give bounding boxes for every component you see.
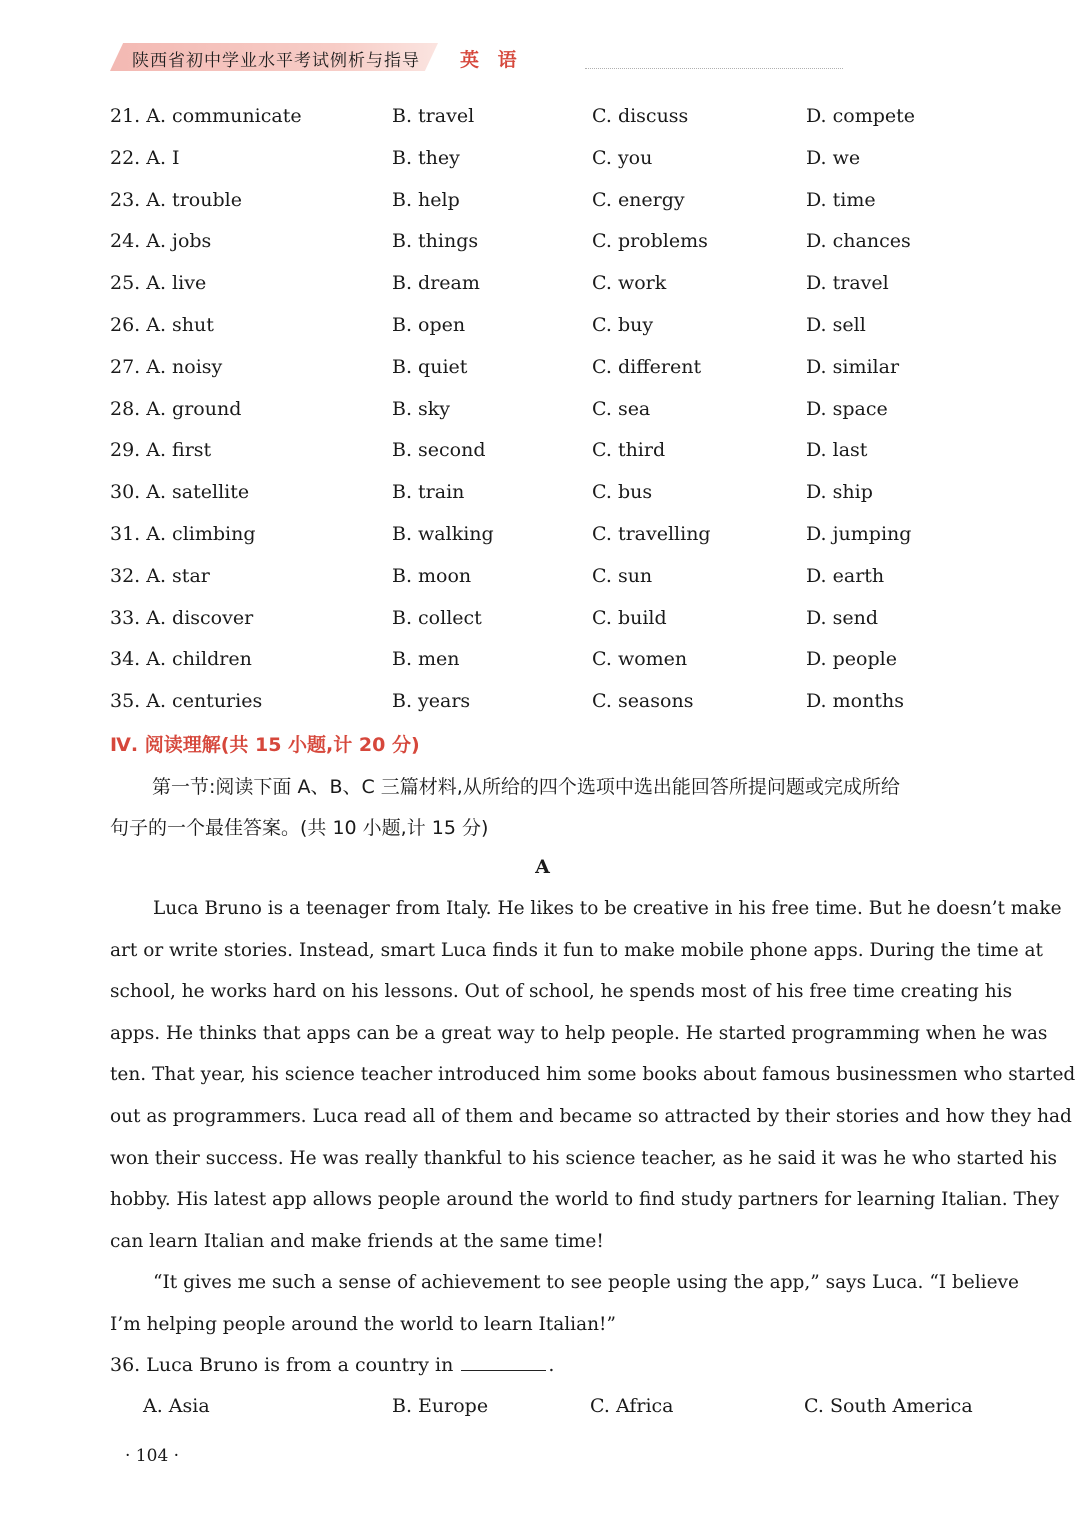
option-d: D. chances [806,230,911,253]
passage-label: A [535,856,550,878]
option-b: B. sky [392,397,451,420]
section-instruction-line-2: 句子的一个最佳答案。(共 10 小题,计 15 分) [110,817,489,839]
option-a: 34. A. children [110,648,252,671]
option-c: C. energy [592,188,685,211]
option-c: C. third [592,439,666,462]
passage-line: “It gives me such a sense of achievement to see people using the app,” says Luca. “I believe [153,1272,1019,1294]
option-b: B. Europe [392,1395,489,1417]
option-a: 22. A. I [110,146,180,169]
page-header [110,43,845,73]
option-a: 27. A. noisy [110,355,223,378]
option-b: B. train [392,481,465,504]
question-row [0,648,1080,678]
section-instruction-line-1: 第一节:阅读下面 A、B、C 三篇材料,从所给的四个选项中选出能回答所提问题或完成所给 [152,776,900,798]
option-c: C. Africa [590,1395,674,1417]
option-d: D. similar [806,355,900,378]
question-row [0,439,1080,469]
option-a: 28. A. ground [110,397,242,420]
option-b: B. open [392,314,466,336]
option-d: C. South America [804,1395,973,1417]
option-c: C. you [592,146,653,169]
option-b: B. walking [392,523,494,545]
option-d: D. ship [806,481,873,504]
question-row [0,607,1080,637]
question-row [0,314,1080,344]
option-b: B. collect [392,606,482,629]
option-d: D. jumping [806,523,912,545]
option-c: C. sun [592,564,653,587]
option-d: D. earth [806,564,885,587]
option-b: B. second [392,439,486,462]
passage-line: can learn Italian and make friends at the same time! [110,1230,604,1252]
passage-line: art or write stories. Instead, smart Luca finds it fun to make mobile phone apps. During the time at [110,939,1043,961]
question-row [0,523,1080,553]
option-a: 30. A. satellite [110,481,250,504]
header-dotted-rule [585,68,843,69]
option-a: 33. A. discover [110,606,254,629]
answer-blank [461,1369,546,1371]
option-c: C. build [592,606,667,629]
passage-line: won their success. He was really thankful to his science teacher, as he said it was he who started his [110,1147,1058,1169]
option-c: C. buy [592,314,654,336]
option-b: B. dream [392,272,480,295]
option-d: D. time [806,188,876,211]
option-a: 21. A. communicate [110,105,302,127]
option-d: D. sell [806,314,866,336]
question-36-options [0,1395,1080,1425]
option-a: 29. A. first [110,439,212,462]
option-d: D. people [806,648,897,671]
question-row [0,481,1080,511]
option-c: C. travelling [592,523,711,545]
passage-line: apps. He thinks that apps can be a great way to help people. He started programming when he was [110,1022,1048,1044]
option-b: B. travel [392,105,475,127]
option-a: 32. A. star [110,564,210,587]
option-b: B. they [392,146,460,169]
option-d: D. last [806,439,868,462]
book-title: 陕西省初中学业水平考试例析与指导 [132,51,420,71]
question-row [0,147,1080,177]
option-c: C. problems [592,230,708,253]
question-row [0,189,1080,219]
passage-line: school, he works hard on his lessons. Out of school, he spends most of his free time creating his [110,981,1013,1003]
passage-line: hobby. His latest app allows people around the world to find study partners for learning Italian. They [110,1189,1060,1211]
question-row [0,105,1080,135]
option-a: 26. A. shut [110,314,214,336]
question-row [0,230,1080,260]
option-c: C. different [592,355,702,378]
passage-line: I’m helping people around the world to learn Italian!” [110,1314,616,1335]
question-row [0,272,1080,302]
option-a: 25. A. live [110,272,207,295]
option-c: C. bus [592,481,653,504]
question-row [0,356,1080,386]
passage-line: Luca Bruno is a teenager from Italy. He likes to be creative in his free time. But he doesn’t make [153,898,1062,919]
option-c: C. seasons [592,690,694,713]
option-b: B. help [392,188,460,211]
question-row [0,690,1080,720]
page-number: · 104 · [125,1446,180,1466]
question-row [0,565,1080,595]
option-c: C. women [592,648,688,671]
option-b: B. quiet [392,355,468,378]
option-c: C. sea [592,397,651,420]
option-d: D. send [806,606,879,629]
option-b: B. years [392,690,471,713]
option-d: D. space [806,397,888,420]
subject-label: 英 语 [460,49,523,71]
option-c: C. discuss [592,105,689,127]
option-a: 23. A. trouble [110,188,242,211]
option-d: D. compete [806,105,916,127]
question-36-stem [110,1354,554,1376]
option-b: B. moon [392,564,472,587]
section-title: Ⅳ. 阅读理解(共 15 小题,计 20 分) [110,734,420,756]
option-d: D. months [806,690,904,713]
passage-line: out as programmers. Luca read all of them and became so attracted by their stories and how they had [110,1106,1072,1127]
option-a: 35. A. centuries [110,690,263,713]
option-d: D. we [806,146,861,169]
option-a: A. Asia [143,1395,210,1417]
question-36-text: 36. Luca Bruno is from a country in [110,1354,454,1376]
option-b: B. things [392,230,479,253]
question-row [0,398,1080,428]
option-a: 24. A. jobs [110,230,212,253]
option-b: B. men [392,648,460,671]
option-d: D. travel [806,272,889,295]
passage-line: ten. That year, his science teacher introduced him some books about famous businessmen who started [110,1064,1076,1086]
option-c: C. work [592,272,667,295]
option-a: 31. A. climbing [110,523,256,545]
question-36-period: . [548,1354,555,1376]
